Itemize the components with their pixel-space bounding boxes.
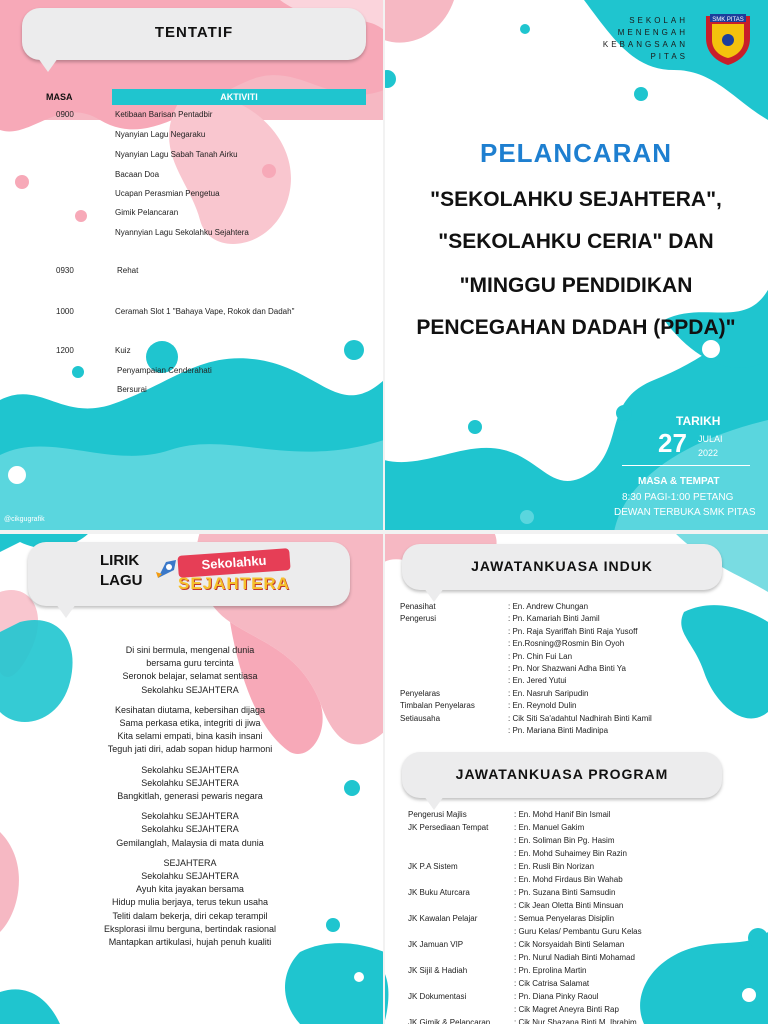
member-name: : En. Andrew Chungan xyxy=(508,602,589,611)
role-label: JK P.A Sistem xyxy=(408,862,458,871)
role-label: JK Jamuan VIP xyxy=(408,940,464,949)
bubble-tail xyxy=(38,58,58,72)
event-title-line-3: "MINGGU PENDIDIKAN xyxy=(459,274,693,297)
decor-dot xyxy=(344,340,364,360)
lyric-line: Sekolahku SEJAHTERA xyxy=(141,871,239,881)
row-time: 0900 xyxy=(56,110,74,119)
role-label: JK Persediaan Tempat xyxy=(408,823,489,832)
event-title-line-4: PENCEGAHAN DADAH (PPDA)" xyxy=(416,316,736,339)
row-time: 0930 xyxy=(56,266,74,275)
event-title-line-2: "SEKOLAHKU CERIA" DAN xyxy=(438,230,714,253)
lyric-line: Sekolahku SEJAHTERA xyxy=(141,777,239,788)
role-label: Setiausaha xyxy=(400,713,441,723)
school-line: MENENGAH xyxy=(617,28,688,37)
lyric-line: Teliti dalam bekerja, diri cekap terampil xyxy=(112,910,268,921)
date-day: 27 xyxy=(658,428,687,458)
member-name: : Pn. Nurul Nadiah Binti Mohamad xyxy=(514,953,635,962)
row-activity: Nyanyian Lagu Negaraku xyxy=(115,130,206,139)
member-name: : En. Mohd Firdaus Bin Wahab xyxy=(514,875,623,884)
lyric-line: Eksplorasi ilmu berguna, bertindak rasional xyxy=(103,923,277,934)
tentatif-title-bubble xyxy=(22,8,366,60)
member-name: : Pn. Chin Fui Lan xyxy=(508,651,573,661)
lyric-line: Sekolahku SEJAHTERA xyxy=(141,684,239,695)
row-activity: Bacaan Doa xyxy=(115,170,160,179)
member-name: : Semua Penyelaras Disiplin xyxy=(514,914,615,923)
decor-dot xyxy=(742,988,756,1002)
member-name: : En. Mohd Hanif Bin Ismail xyxy=(514,810,611,819)
role-label: Pengerusi xyxy=(400,614,437,624)
decor-dot xyxy=(634,87,648,101)
row-time: 1200 xyxy=(56,346,74,355)
page-gutter xyxy=(383,0,385,1024)
member-name: : En. Manuel Gakim xyxy=(514,823,585,832)
decor-dot xyxy=(8,466,26,484)
member-name: : Pn. Raja Syariffah Binti Raja Yusoff xyxy=(508,626,638,636)
row-activity: Ucapan Perasmian Pengetua xyxy=(115,189,220,198)
role-label: Pengerusi Majlis xyxy=(408,810,467,819)
lyric-line: Kesihatan diutama, kebersihan dijaga xyxy=(114,704,266,715)
decor-dot xyxy=(15,175,29,189)
divider xyxy=(622,465,750,466)
rocket-icon xyxy=(154,556,180,582)
committee-panel xyxy=(384,532,768,1024)
member-name: : En. Soliman Bin Pg. Hasim xyxy=(514,836,615,845)
member-name: : En. Nasruh Saripudin xyxy=(508,688,589,698)
row-activity: Nyanyian Lagu Sabah Tanah Airku xyxy=(115,150,238,159)
decor-dot xyxy=(748,928,768,948)
row-time: 1000 xyxy=(56,307,74,316)
lyric-line: Seronok belajar, selamat sentiasa xyxy=(122,671,258,682)
row-activity: Rehat xyxy=(117,266,139,275)
member-name: : Pn. Kamariah Binti Jamil xyxy=(508,614,600,624)
date-year: 2022 xyxy=(698,448,719,458)
lyric-line: Sekolahku SEJAHTERA xyxy=(141,811,239,822)
bubble-tail xyxy=(56,604,76,618)
decor-dot xyxy=(520,510,534,524)
decor-dot xyxy=(616,405,632,421)
member-name: : Guru Kelas/ Pembantu Guru Kelas xyxy=(514,927,642,936)
member-name: : En.Rosning@Rosmin Bin Oyoh xyxy=(508,639,625,649)
member-name: : En. Rusli Bin Norizan xyxy=(514,862,595,871)
member-name: : Cik Siti Sa'adahtul Nadhirah Binti Kamil xyxy=(508,713,652,723)
sejahtera-logo-text: SEJAHTERA xyxy=(178,574,290,593)
row-activity: Gimik Pelancaran xyxy=(115,208,179,217)
member-name: : Pn. Eprolina Martin xyxy=(514,966,587,975)
lyric-line: Hidup mulia berjaya, terus tekun usaha xyxy=(111,897,269,908)
row-activity: Ceramah Slot 1 "Bahaya Vape, Rokok dan Dadah" xyxy=(115,307,295,316)
member-name: : Cik Catrisa Salamat xyxy=(514,979,590,988)
column-header-aktiviti: AKTIVITI xyxy=(112,89,366,105)
member-name: : Pn. Diana Pinky Raoul xyxy=(514,992,599,1001)
row-activity: Bersurai xyxy=(117,385,147,394)
crest-text: SMK PITAS xyxy=(712,17,744,23)
event-title-line-1: "SEKOLAHKU SEJAHTERA", xyxy=(430,188,722,211)
role-label: JK Buku Aturcara xyxy=(408,888,470,897)
decor-dot xyxy=(354,972,364,982)
date-month: JULAI xyxy=(698,434,723,444)
role-label: JK Kawalan Pelajar xyxy=(408,914,478,923)
member-name: : Cik Magret Aneyra Binti Rap xyxy=(514,1005,619,1014)
lyric-line: Kita selami empati, bina kasih insani xyxy=(117,731,263,742)
member-name: : Pn. Nor Shazwani Adha Binti Ya xyxy=(508,664,626,673)
role-label: Penyelaras xyxy=(400,688,441,698)
cover-panel xyxy=(384,0,768,532)
role-label: JK Gimik & Pelancaran xyxy=(408,1018,491,1024)
lyric-line: Sama perkasa etika, integriti di jiwa xyxy=(119,718,261,728)
lyric-line: Sekolahku SEJAHTERA xyxy=(141,764,239,775)
event-time: 8:30 PAGI-1:00 PETANG xyxy=(622,492,734,503)
decor-dot xyxy=(75,210,87,222)
lirik-title-line-1: LIRIK xyxy=(100,552,140,569)
member-name: : En. Jered Yutui xyxy=(508,676,567,686)
school-line: KEBANGSAAN xyxy=(602,40,688,49)
member-name: : En. Mohd Suhaimey Bin Razin xyxy=(514,849,627,858)
pelancaran-heading: PELANCARAN xyxy=(480,138,672,168)
induk-title: JAWATANKUASA INDUK xyxy=(471,558,653,574)
school-line: PITAS xyxy=(650,52,688,61)
member-name: : Cik Norsyaidah Binti Selaman xyxy=(514,940,625,949)
decor-dot xyxy=(262,164,276,178)
member-name: : Pn. Mariana Binti Madinipa xyxy=(508,726,609,735)
lirik-title-bubble xyxy=(28,542,350,606)
role-label: Timbalan Penyelaras xyxy=(400,701,475,711)
role-label: JK Sijil & Hadiah xyxy=(408,966,468,975)
member-name: : Pn. Suzana Binti Samsudin xyxy=(514,888,616,897)
row-activity: Nyannyian Lagu Sekolahku Sejahtera xyxy=(115,228,249,237)
event-venue: DEWAN TERBUKA SMK PITAS xyxy=(614,507,756,518)
column-header-masa: MASA xyxy=(46,92,73,102)
tarikh-label: TARIKH xyxy=(676,414,721,428)
decor-dot xyxy=(520,24,530,34)
induk-title-bubble xyxy=(402,544,722,590)
lirik-title-line-2: LAGU xyxy=(100,572,143,589)
lyric-line: Gemilanglah, Malaysia di mata dunia xyxy=(116,837,264,848)
decor-dot xyxy=(72,366,84,378)
lyric-line: bersama guru tercinta xyxy=(146,658,234,669)
decor-dot xyxy=(468,420,482,434)
row-activity: Ketibaan Barisan Pentadbir xyxy=(115,110,213,119)
school-line: SEKOLAH xyxy=(629,16,688,25)
member-name: : Cik Jean Oletta Binti Minsuan xyxy=(514,901,624,910)
lyric-line: Sekolahku SEJAHTERA xyxy=(141,824,239,835)
tentatif-title: TENTATIF xyxy=(154,24,234,41)
bubble-tail xyxy=(424,796,444,810)
lyric-line: SEJAHTERA xyxy=(163,857,217,868)
lyric-line: Ayuh kita jayakan bersama xyxy=(136,884,244,895)
row-activity: Penyampaian Cenderahati xyxy=(117,366,212,375)
lyric-line: Teguh jati diri, adab sopan hidup harmoni xyxy=(107,744,273,755)
school-crest-logo xyxy=(702,10,754,66)
credit-text: @cikgugrafik xyxy=(4,516,45,523)
program-title: JAWATANKUASA PROGRAM xyxy=(455,766,669,782)
decor-dot xyxy=(344,780,360,796)
lyric-line: Di sini bermula, mengenal dunia xyxy=(125,645,255,655)
decor-dot xyxy=(702,340,720,358)
role-label: Penasihat xyxy=(400,602,436,611)
member-name: : En. Reynold Dulin xyxy=(508,701,577,711)
lirik-panel xyxy=(0,532,384,1024)
masa-tempat-label: MASA & TEMPAT xyxy=(638,476,720,487)
program-title-bubble xyxy=(402,752,722,798)
tentatif-panel xyxy=(0,0,384,532)
sekolahku-logo-top: Sekolahku xyxy=(201,552,267,573)
row-activity: Kuiz xyxy=(115,346,131,355)
lyric-line: Bangkitlah, generasi pewaris negara xyxy=(117,791,263,801)
member-name: : Cik Nur Shazana Binti M. Ibrahim xyxy=(514,1018,637,1024)
bubble-tail xyxy=(424,588,444,602)
lyric-line: Mantapkan artikulasi, hujah penuh kualiti xyxy=(108,937,272,947)
role-label: JK Dokumentasi xyxy=(408,992,467,1001)
